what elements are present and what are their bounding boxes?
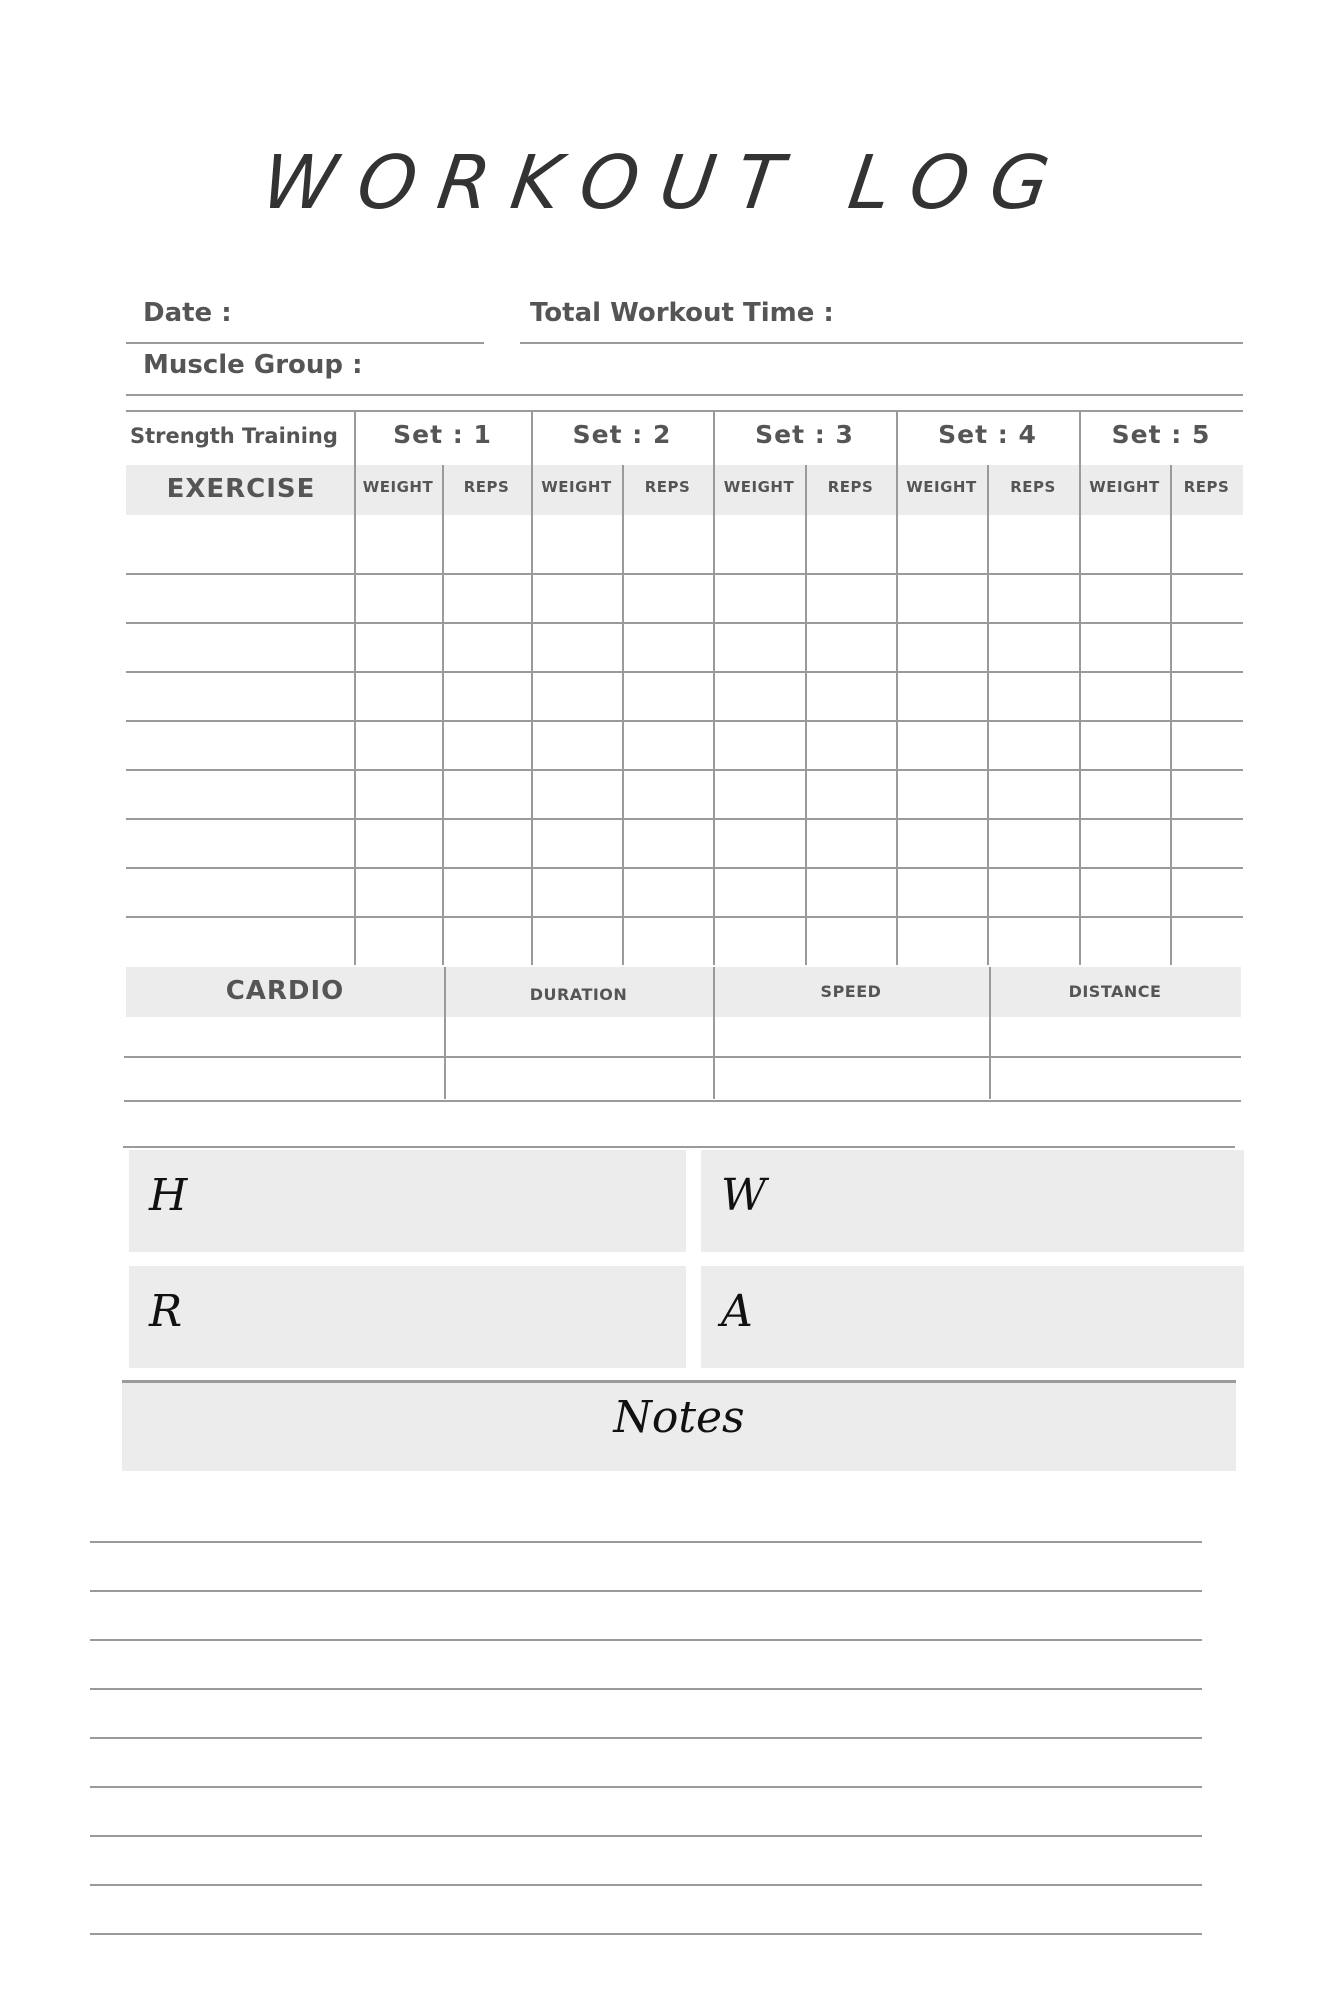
set-divider-4: [896, 410, 898, 965]
cardio-distance-header: DISTANCE: [1068, 982, 1162, 1001]
exercise-entry-cell[interactable]: [126, 720, 354, 769]
set-4-reps-header: REPS: [1010, 478, 1056, 496]
exercise-entry-cell[interactable]: [126, 515, 354, 573]
exercise-entry-cell[interactable]: [126, 867, 354, 916]
total-workout-time-field-line[interactable]: [520, 342, 1243, 344]
set-2-weight-header: WEIGHT: [541, 478, 612, 496]
set-1-weight-header: WEIGHT: [362, 478, 434, 496]
set-divider-3: [713, 410, 715, 965]
exercise-entry-cell[interactable]: [126, 573, 354, 622]
set-5-reps-header: REPS: [1183, 478, 1230, 496]
set-3-weight-header: WEIGHT: [723, 478, 795, 496]
cardio-entry-cell[interactable]: [126, 1059, 444, 1099]
boxes-top-rule: [123, 1146, 1235, 1148]
weight-reps-divider-4: [987, 465, 989, 965]
exercise-entry-cell[interactable]: [126, 818, 354, 867]
table-top-rule: [126, 410, 1243, 412]
cardio-row-line: [124, 1100, 1241, 1102]
total-workout-time-label: Total Workout Time :: [530, 298, 834, 328]
box-w[interactable]: [701, 1150, 1244, 1252]
set-divider-2: [531, 410, 533, 965]
notes-line[interactable]: [90, 1786, 1202, 1788]
exercise-header: EXERCISE: [166, 474, 316, 504]
set-3-header: Set : 3: [755, 420, 854, 449]
cardio-divider-3: [989, 967, 991, 1099]
exercise-entry-cell[interactable]: [126, 671, 354, 720]
notes-line[interactable]: [90, 1590, 1202, 1592]
cardio-duration-header: DURATION: [529, 985, 628, 1004]
muscle-group-field-line[interactable]: [126, 394, 1243, 396]
notes-line[interactable]: [90, 1933, 1202, 1935]
exercise-entry-cell[interactable]: [126, 916, 354, 965]
cardio-entry-cell[interactable]: [126, 1017, 444, 1057]
weight-reps-divider-2: [622, 465, 624, 965]
weight-reps-divider-3: [805, 465, 807, 965]
cardio-divider-2: [713, 967, 715, 1099]
muscle-group-label: Muscle Group :: [143, 350, 363, 380]
set-1-header: Set : 1: [393, 420, 492, 449]
cardio-header: CARDIO: [225, 976, 345, 1006]
notes-line[interactable]: [90, 1835, 1202, 1837]
box-r[interactable]: [129, 1266, 686, 1368]
weight-reps-divider-1: [442, 465, 444, 965]
set-3-reps-header: REPS: [827, 478, 874, 496]
set-divider-5: [1079, 410, 1081, 965]
box-a-letter: A: [721, 1286, 753, 1337]
weight-reps-divider-5: [1170, 465, 1172, 965]
page-title: WORKOUT LOG: [256, 140, 1077, 226]
notes-line[interactable]: [90, 1541, 1202, 1543]
set-5-weight-header: WEIGHT: [1089, 478, 1160, 496]
set-4-header: Set : 4: [938, 420, 1037, 449]
notes-line[interactable]: [90, 1639, 1202, 1641]
set-1-reps-header: REPS: [463, 478, 510, 496]
date-label: Date :: [143, 298, 232, 328]
exercise-entry-cell[interactable]: [126, 769, 354, 818]
notes-line[interactable]: [90, 1688, 1202, 1690]
set-5-header: Set : 5: [1111, 420, 1211, 449]
cardio-divider-1: [444, 967, 446, 1099]
set-2-reps-header: REPS: [644, 478, 691, 496]
box-w-letter: W: [721, 1170, 767, 1221]
set-divider-1: [354, 410, 356, 965]
notes-title: Notes: [613, 1392, 745, 1443]
box-a[interactable]: [701, 1266, 1244, 1368]
date-field-line[interactable]: [126, 342, 484, 344]
exercise-entry-cell[interactable]: [126, 622, 354, 671]
box-h[interactable]: [129, 1150, 686, 1252]
box-h-letter: H: [149, 1170, 188, 1221]
cardio-speed-header: SPEED: [820, 982, 882, 1001]
set-2-header: Set : 2: [572, 420, 672, 449]
strength-training-label: Strength Training: [130, 424, 338, 448]
notes-line[interactable]: [90, 1737, 1202, 1739]
notes-line[interactable]: [90, 1884, 1202, 1886]
set-4-weight-header: WEIGHT: [906, 478, 977, 496]
box-r-letter: R: [149, 1286, 183, 1337]
